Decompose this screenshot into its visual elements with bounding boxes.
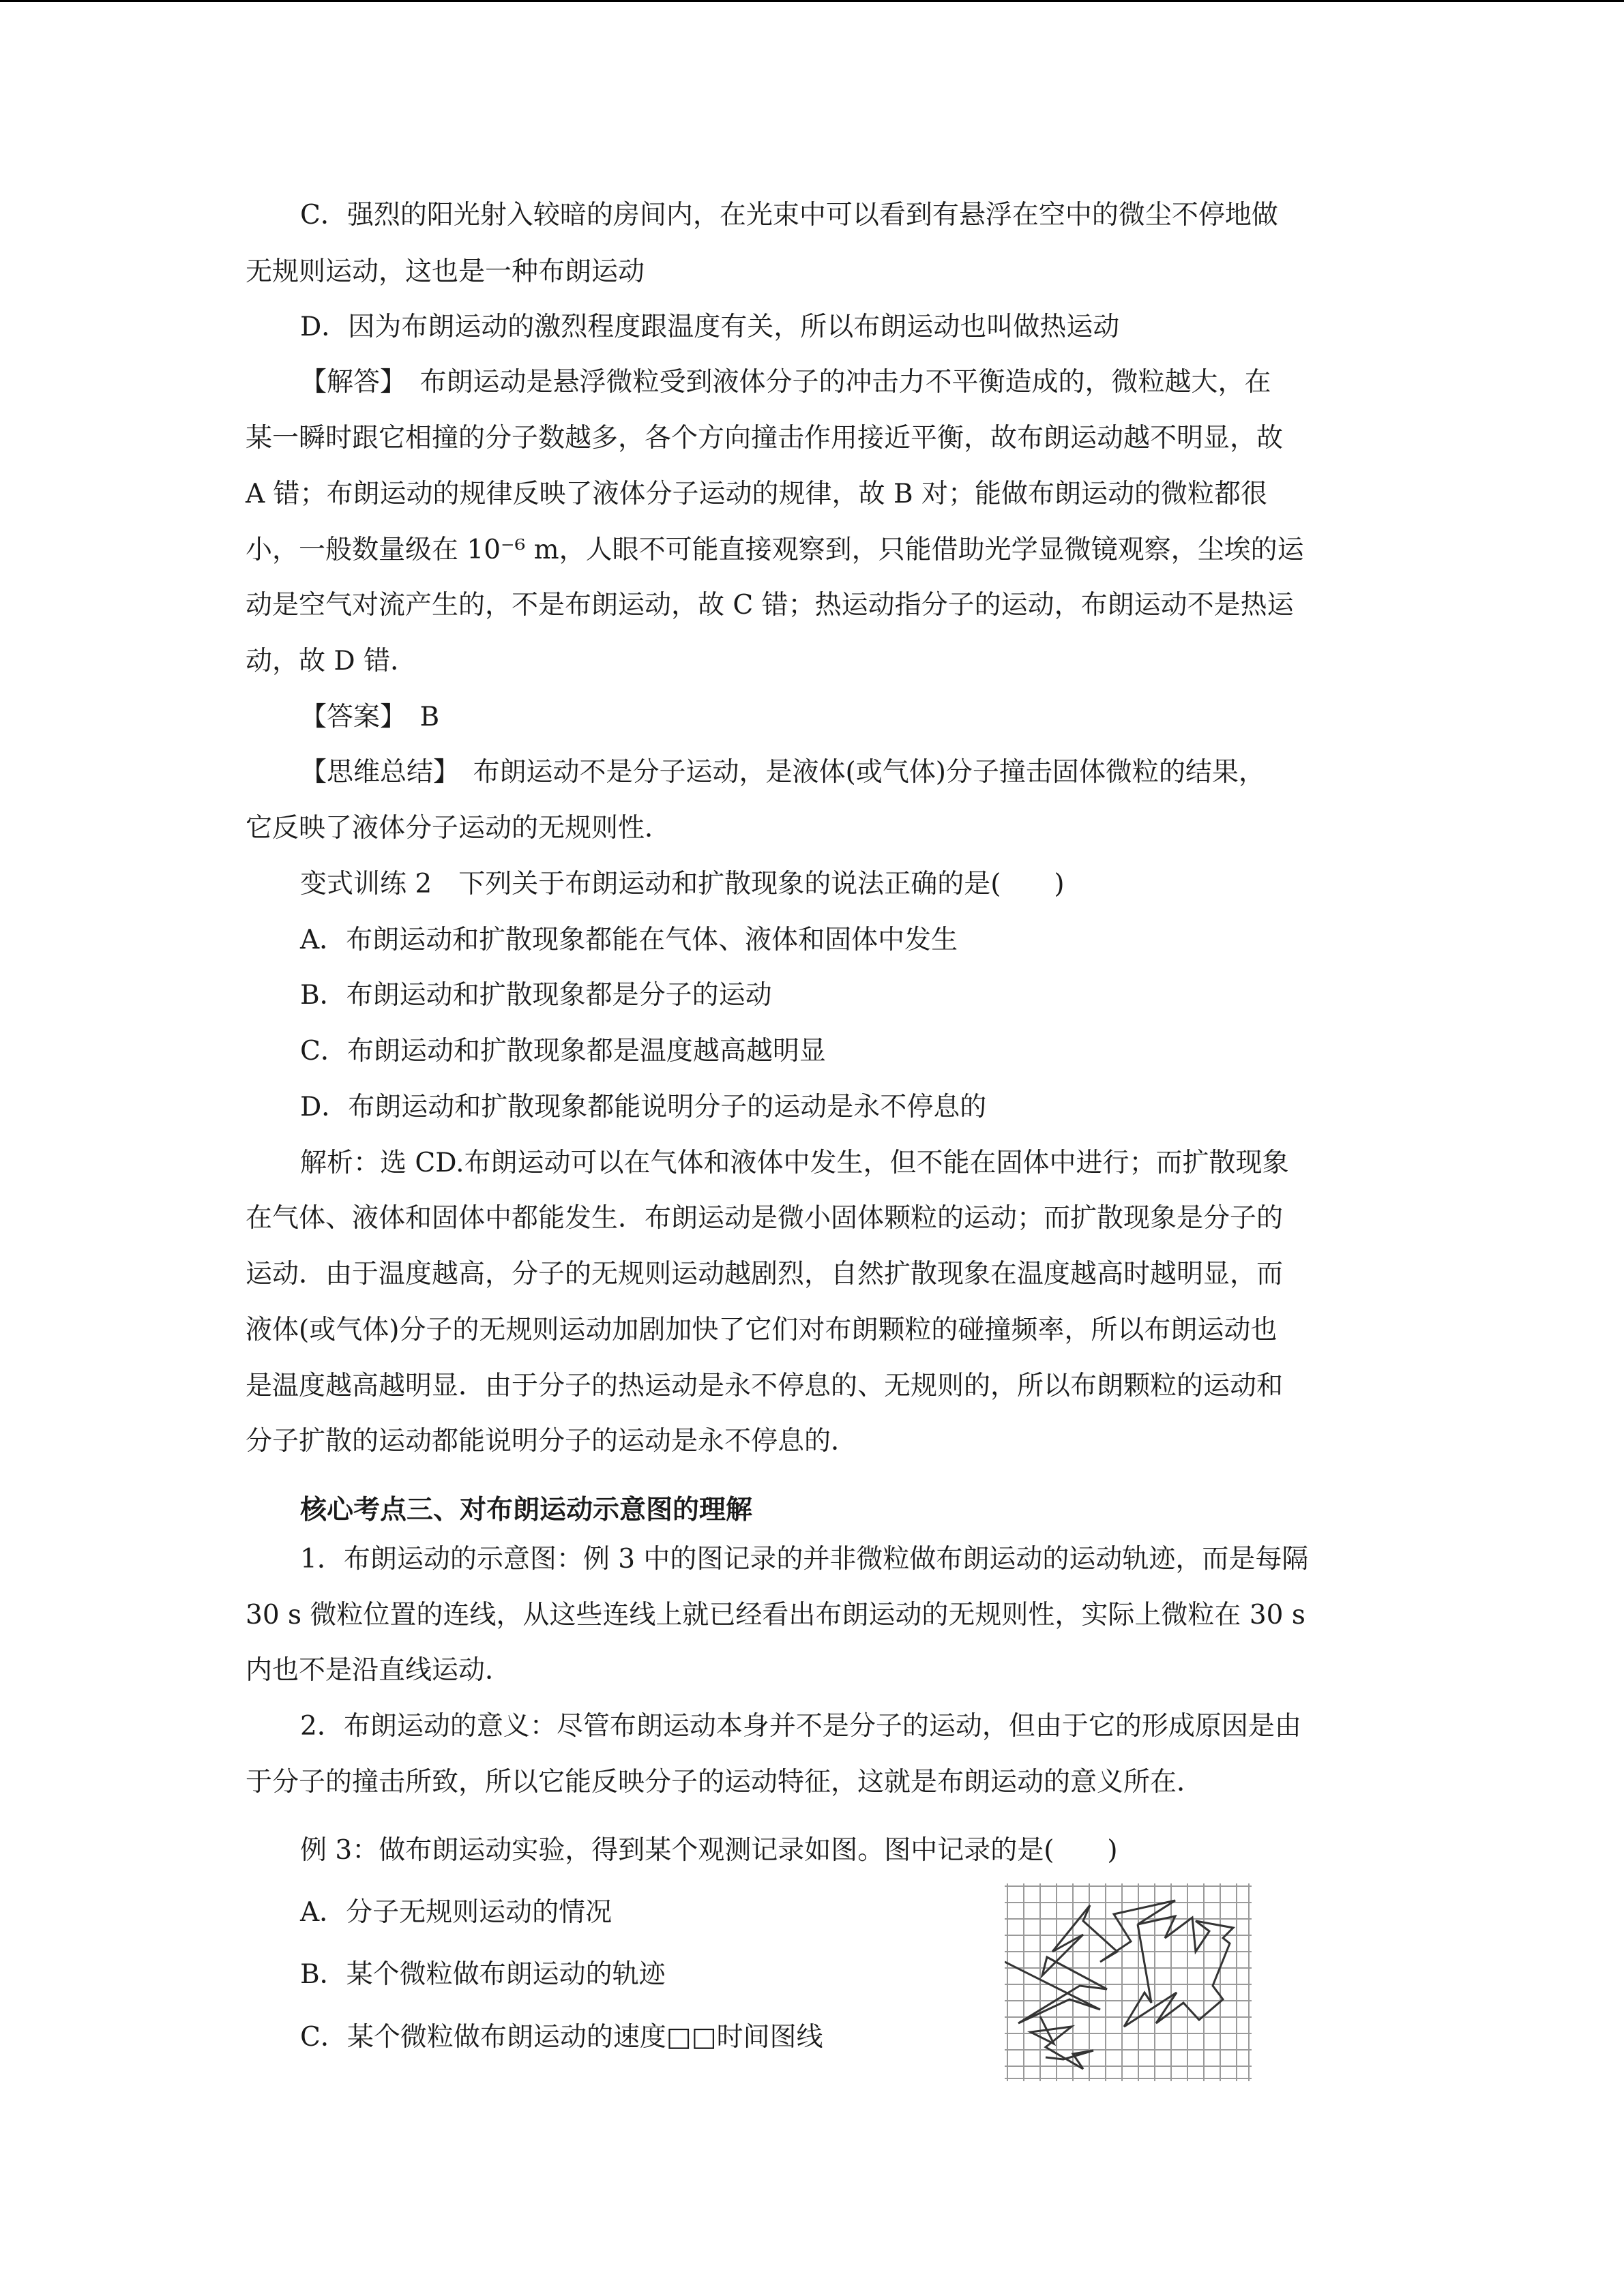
answer-explanation-line-4: 小，一般数量级在 10⁻⁶ m，人眼不可能直接观察到，只能借助光学显微镜观察，尘埃的运	[246, 535, 1304, 565]
exercise-2-analysis-line-4: 液体(或气体)分子的无规则运动加剧加快了它们对布朗颗粒的碰撞频率，所以布朗运动也	[246, 1315, 1278, 1345]
option-c-line-1: C．强烈的阳光射入较暗的房间内，在光束中可以看到有悬浮在空中的微尘不停地做	[300, 200, 1278, 230]
answer-explanation-line-3: A 错；布朗运动的规律反映了液体分子运动的规律，故 B 对；能做布朗运动的微粒都很	[246, 479, 1268, 509]
option-c-line-2: 无规则运动，这也是一种布朗运动	[246, 256, 645, 287]
summary-line-2: 它反映了液体分子运动的无规则性．	[246, 813, 672, 844]
point-2-line-2: 于分子的撞击所致，所以它能反映分子的运动特征，这就是布朗运动的意义所在．	[246, 1767, 1204, 1798]
answer-explanation-line-2: 某一瞬时跟它相撞的分子数越多，各个方向撞击作用接近平衡，故布朗运动越不明显，故	[246, 423, 1284, 453]
answer-explanation-line-1: 【解答】 布朗运动是悬浮微粒受到液体分子的冲击力不平衡造成的，微粒越大，在	[300, 367, 1271, 398]
point-1-line-3: 内也不是沿直线运动．	[246, 1655, 512, 1686]
example-3-option-c: C．某个微粒做布朗运动的速度□□时间图线	[300, 2022, 823, 2053]
exercise-2-analysis-line-6: 分子扩散的运动都能说明分子的运动是永不停息的．	[246, 1426, 858, 1457]
example-3-option-a: A．分子无规则运动的情况	[300, 1897, 612, 1928]
exercise-2-analysis-line-5: 是温度越高越明显．由于分子的热运动是永不停息的、无规则的，所以布朗颗粒的运动和	[246, 1371, 1284, 1401]
answer-explanation-line-6: 动，故 D 错．	[246, 646, 417, 676]
brownian-motion-grid-diagram	[1005, 1883, 1252, 2081]
option-d: D．因为布朗运动的激烈程度跟温度有关，所以布朗运动也叫做热运动	[300, 312, 1120, 342]
point-1-line-2: 30 s 微粒位置的连线，从这些连线上就已经看出布朗运动的无规则性，实际上微粒在 30 s	[246, 1600, 1305, 1630]
exercise-2-option-c: C．布朗运动和扩散现象都是温度越高越明显	[300, 1036, 826, 1067]
exercise-2-analysis-line-1: 解析：选 CD.布朗运动可以在气体和液体中发生，但不能在固体中进行；而扩散现象	[300, 1148, 1289, 1178]
section-heading: 核心考点三、对布朗运动示意图的理解	[300, 1494, 753, 1525]
exercise-2-analysis-line-2: 在气体、液体和固体中都能发生．布朗运动是微小固体颗粒的运动；而扩散现象是分子的	[246, 1203, 1284, 1234]
answer-explanation-line-5: 动是空气对流产生的，不是布朗运动，故 C 错；热运动指分子的运动，布朗运动不是热运	[246, 590, 1294, 621]
exercise-2-option-b: B．布朗运动和扩散现象都是分子的运动	[300, 980, 772, 1011]
summary-line-1: 【思维总结】 布朗运动不是分子运动，是液体(或气体)分子撞击固体微粒的结果，	[300, 757, 1265, 788]
brownian-motion-figure	[1005, 1883, 1252, 2081]
exercise-2-question: 变式训练 2 下列关于布朗运动和扩散现象的说法正确的是( )	[300, 869, 1065, 899]
point-2-line-1: 2．布朗运动的意义：尽管布朗运动本身并不是分子的运动，但由于它的形成原因是由	[300, 1711, 1301, 1742]
point-1-line-1: 1．布朗运动的示意图：例 3 中的图记录的并非微粒做布朗运动的运动轨迹，而是每隔	[300, 1544, 1309, 1575]
exercise-2-analysis-line-3: 运动．由于温度越高，分子的无规则运动越剧烈，自然扩散现象在温度越高时越明显，而	[246, 1259, 1284, 1289]
exercise-2-option-a: A．布朗运动和扩散现象都能在气体、液体和固体中发生	[300, 925, 958, 955]
example-3-question: 例 3：做布朗运动实验，得到某个观测记录如图。图中记录的是( )	[300, 1835, 1118, 1866]
exercise-2-option-d: D．布朗运动和扩散现象都能说明分子的运动是永不停息的	[300, 1092, 987, 1122]
answer-key: 【答案】 B	[300, 702, 440, 732]
page-top-border	[0, 0, 1624, 2]
example-3-option-b: B．某个微粒做布朗运动的轨迹	[300, 1959, 666, 1990]
